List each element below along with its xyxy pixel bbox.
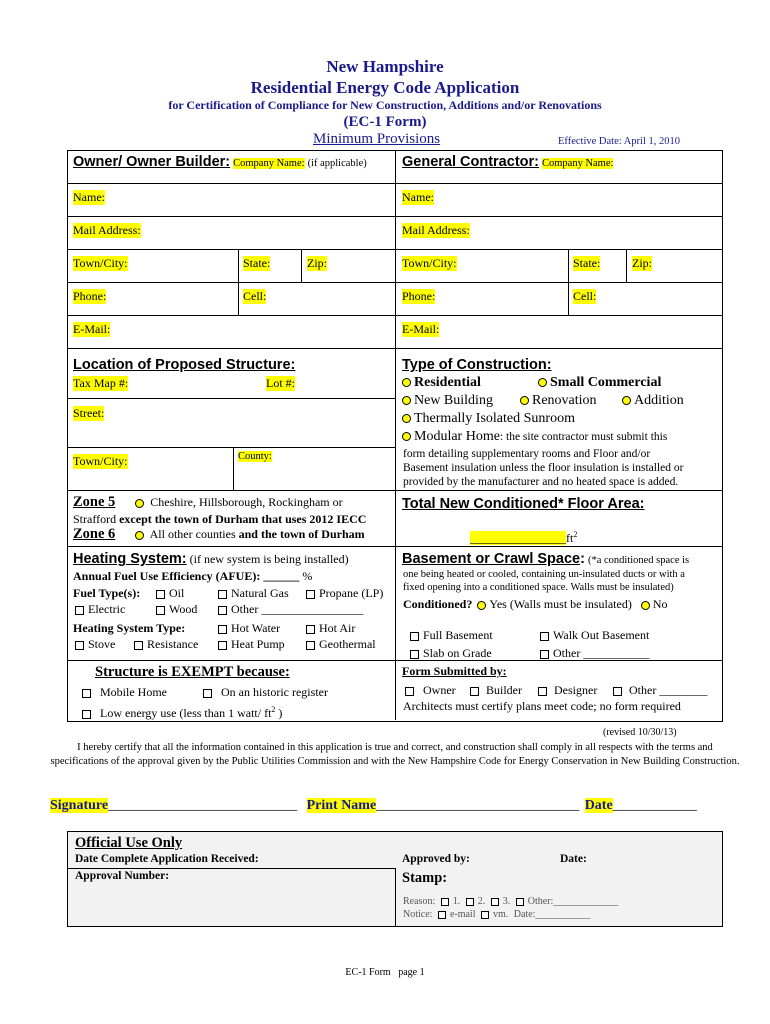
zone6-text: All other counties and the town of Durham [149,527,365,541]
contractor-header-row [402,154,613,170]
walkout-basement-checkbox[interactable] [540,632,549,641]
zone6-radio[interactable] [135,531,144,540]
cell-divider [568,249,569,315]
geothermal-option[interactable]: Geothermal [306,637,376,652]
other-basement-checkbox[interactable] [540,650,549,659]
basement-heading-row: Basement or Crawl Space: (*a conditioned space is [402,551,690,567]
form-title: Residential Energy Code Application [250,78,520,97]
column-divider [395,150,396,720]
zone6-label: Zone 6 [73,526,116,542]
hot-air-option[interactable]: Hot Air [306,621,355,636]
full-basement-checkbox[interactable] [410,632,419,641]
owner-town-field[interactable]: Town/City: [73,256,128,270]
row-line [67,447,395,448]
location-heading: Location of Proposed Structure: [73,357,296,373]
row-line [67,398,395,399]
electric-option[interactable]: Electric [75,602,125,617]
effective-date: Effective Date: April 1, 2010 [558,136,680,147]
contractor-name-field[interactable]: Name: [402,190,434,204]
tax-map-field[interactable]: Tax Map #: [73,376,129,390]
submitter-owner-checkbox[interactable] [405,687,414,696]
heat-pump-option[interactable]: Heat Pump [218,637,285,652]
row-line [67,490,723,491]
residential-radio[interactable] [402,378,411,387]
floor-area-field[interactable]: $\_\_\_\_\_\_\_\_\_\_\_\_\_\_\_\_ft^2$ [470,530,578,545]
oil-option[interactable]: Oil [156,586,184,601]
sunroom-option[interactable]: Thermally Isolated Sunroom [402,411,575,427]
notice-vm-checkbox[interactable] [481,911,489,919]
street-field[interactable]: Street: [73,406,105,420]
revised-date: (revised 10/30/13) [603,727,677,738]
submitted-heading: Form Submitted by: [402,664,507,678]
date-line[interactable]: ____________ [612,798,697,813]
heating-heading-row [73,551,349,567]
heating-type-label: Heating System Type: [73,621,186,635]
reason-3-checkbox[interactable] [491,898,499,906]
date-received-label: Date Complete Application Received: [75,853,259,865]
contractor-heading: General Contractor: [402,154,539,170]
zone5-text2: Strafford except the town of Durham that uses 2012 IECC [73,512,367,526]
reason-other-checkbox[interactable] [516,898,524,906]
certification-statement: I hereby certify that all the information contained in this application is true and correct, and construction shall comply in all respects with the terms and specifications of the approval given by the Public Utilities Commission and with the New Hampshire Code for Energy Conservation in New Building Construction. [50,742,740,767]
basement-heading: Basement or Crawl Space [402,551,581,567]
cell-divider [238,249,239,315]
heat-pump-checkbox[interactable] [218,641,227,650]
basement-note: one being heated or cooled, containing un-insulated ducts or with a [403,569,685,580]
other-fuel-checkbox[interactable] [218,606,227,615]
contractor-email-field[interactable]: E-Mail: [402,322,440,336]
contractor-phone-field[interactable]: Phone: [402,289,436,303]
natural-gas-option[interactable]: Natural Gas [218,586,289,601]
owner-email-field[interactable]: E-Mail: [73,322,111,336]
submitter-designer-option[interactable]: Designer [538,683,597,698]
row-line [67,183,723,184]
mobile-home-option[interactable]: Mobile Home [82,685,167,700]
walkout-basement-option[interactable]: Walk Out Basement [540,628,649,643]
official-line [67,868,395,869]
row-line [67,315,723,316]
wood-option[interactable]: Wood [156,602,197,617]
basement-note: fixed opening into a conditioned space. Walls must be insulated) [403,582,674,593]
hot-water-option[interactable]: Hot Water [218,621,280,636]
zone5-label: Zone 5 [73,494,116,510]
owner-cell-field[interactable]: Cell: [243,289,267,303]
submitter-builder-option[interactable]: Builder [470,683,522,698]
notice-row: Notice: e-mail vm. Date:___________ [403,909,591,920]
addition-option[interactable]: Addition [622,393,684,409]
renovation-radio[interactable] [520,396,529,405]
construction-heading: Type of Construction: [402,357,552,373]
submitter-owner-option[interactable]: Owner [405,683,456,698]
cell-divider [626,249,627,282]
row-line [67,216,723,217]
historic-option[interactable]: On an historic register [203,685,328,700]
hot-water-checkbox[interactable] [218,625,227,634]
submitter-builder-checkbox[interactable] [470,687,479,696]
location-town-field[interactable]: Town/City: [73,454,128,468]
conditioned-no-radio[interactable] [641,601,650,610]
form-subtitle: for Certification of Compliance for New Construction, Additions and/or Renovations [168,98,602,112]
zone5-radio[interactable] [135,499,144,508]
reason-row: Reason: 1. 2. 3. Other:_____________ [403,896,619,907]
owner-phone-field[interactable]: Phone: [73,289,107,303]
geothermal-checkbox[interactable] [306,641,315,650]
small-commercial-option[interactable]: Small Commercial [538,375,661,391]
row-line [67,348,723,349]
conditioned-yes-radio[interactable] [477,601,486,610]
county-field[interactable]: County: [238,451,272,462]
new-building-radio[interactable] [402,396,411,405]
row-line [67,546,723,547]
new-building-option[interactable]: New Building [402,393,493,409]
modular-note: form detailing supplementary rooms and Floor and/or [403,448,651,460]
fuel-type-label: Fuel Type(s): [73,586,141,600]
contractor-state-field[interactable]: State: [573,256,601,270]
form-id: (EC-1 Form) [343,114,427,130]
modular-note: Basement insulation unless the floor insulation is installed or [403,462,684,474]
reason-2-checkbox[interactable] [466,898,474,906]
propane-checkbox[interactable] [306,590,315,599]
conditioned-no-label: No [652,597,668,611]
owner-header-row [73,154,367,170]
other-basement-option[interactable]: Other ___________ [540,646,649,661]
low-energy-option[interactable]: Low energy use (less than 1 watt/ $ft^2$ ) [82,705,282,721]
approved-by-label: Approved by: [402,853,470,865]
row-line [67,249,723,250]
reason-1-checkbox[interactable] [441,898,449,906]
signature-row [50,798,697,814]
owner-heading: Owner/ Owner Builder: [73,154,231,170]
row-line [67,282,723,283]
stove-option[interactable]: Stove [75,637,115,652]
afue-row: Annual Fuel Use Efficiency (AFUE): ______ % [73,569,313,583]
modular-note: provided by the manufacturer and no heated space is added. [403,476,679,488]
submitter-designer-checkbox[interactable] [538,687,547,696]
low-energy-checkbox[interactable] [82,710,91,719]
historic-checkbox[interactable] [203,689,212,698]
exempt-heading: Structure is EXEMPT because: [95,664,290,680]
submitter-other-option[interactable]: Other ________ [613,683,707,698]
slab-option[interactable]: Slab on Grade [410,646,492,661]
architects-note: Architects must certify plans meet code; no form required [403,699,681,713]
minimum-provisions: Minimum Provisions [313,131,441,147]
owner-company-note: (if applicable) [307,158,367,169]
cell-divider [233,447,234,490]
addition-radio[interactable] [622,396,631,405]
resistance-checkbox[interactable] [134,641,143,650]
owner-company-label[interactable]: Company Name: [233,158,305,169]
approval-number-label: Approval Number: [75,870,170,882]
signature-line[interactable]: ___________________________ [108,798,298,813]
owner-name-field[interactable]: Name: [73,190,105,204]
modular-option[interactable]: Modular Home: the site contractor must submit this [402,429,667,445]
page-footer: EC-1 Form page 1 [345,967,425,978]
zone5-row [73,494,343,511]
renovation-option[interactable]: Renovation [520,393,597,409]
full-basement-option[interactable]: Full Basement [410,628,493,643]
floor-area-heading: Total New Conditioned* Floor Area: [402,496,645,512]
contractor-cell-field[interactable]: Cell: [573,289,597,303]
contractor-town-field[interactable]: Town/City: [402,256,457,270]
conditioned-row: Conditioned? Yes (Walls must be insulated) No [403,597,668,611]
official-date-label: Date: [560,853,587,865]
owner-mail-field[interactable]: Mail Address: [73,223,141,237]
zone6-row [73,526,365,543]
heating-heading: Heating System: [73,551,187,567]
slab-checkbox[interactable] [410,650,419,659]
wood-checkbox[interactable] [156,606,165,615]
official-heading: Official Use Only [75,835,183,851]
basement-note: (*a conditioned space is [587,555,690,566]
lot-field[interactable]: Lot #: [266,376,295,390]
official-divider [395,868,396,927]
mobile-home-checkbox[interactable] [82,689,91,698]
submitter-other-checkbox[interactable] [613,687,622,696]
heating-note: (if new system is being installed) [189,552,349,566]
modular-radio[interactable] [402,432,411,441]
owner-zip-field[interactable]: Zip: [307,256,327,270]
residential-option[interactable]: Residential [402,375,481,391]
print-name-label: Print Name [306,798,377,813]
state-title: New Hampshire [326,57,444,76]
sunroom-radio[interactable] [402,414,411,423]
owner-state-field[interactable]: State: [243,256,271,270]
contractor-company-label[interactable]: Company Name: [541,158,614,169]
small-commercial-radio[interactable] [538,378,547,387]
stove-checkbox[interactable] [75,641,84,650]
natural-gas-checkbox[interactable] [218,590,227,599]
resistance-option[interactable]: Resistance [134,637,198,652]
propane-option[interactable]: Propane (LP) [306,586,383,601]
contractor-zip-field[interactable]: Zip: [632,256,652,270]
contractor-mail-field[interactable]: Mail Address: [402,223,470,237]
conditioned-yes-label: Yes (Walls must be insulated) [489,597,632,611]
notice-email-checkbox[interactable] [438,911,446,919]
oil-checkbox[interactable] [156,590,165,599]
stamp-label: Stamp: [402,870,448,886]
cell-divider [301,249,302,282]
signature-label: Signature [50,798,109,813]
hot-air-checkbox[interactable] [306,625,315,634]
date-label: Date [584,798,613,813]
print-name-line[interactable]: _____________________________ [376,798,580,813]
electric-checkbox[interactable] [75,606,84,615]
other-fuel-option[interactable]: Other _________________ [218,602,363,617]
zone5-text: Cheshire, Hillsborough, Rockingham or [150,495,343,509]
afue-field[interactable]: ______ [263,569,300,583]
